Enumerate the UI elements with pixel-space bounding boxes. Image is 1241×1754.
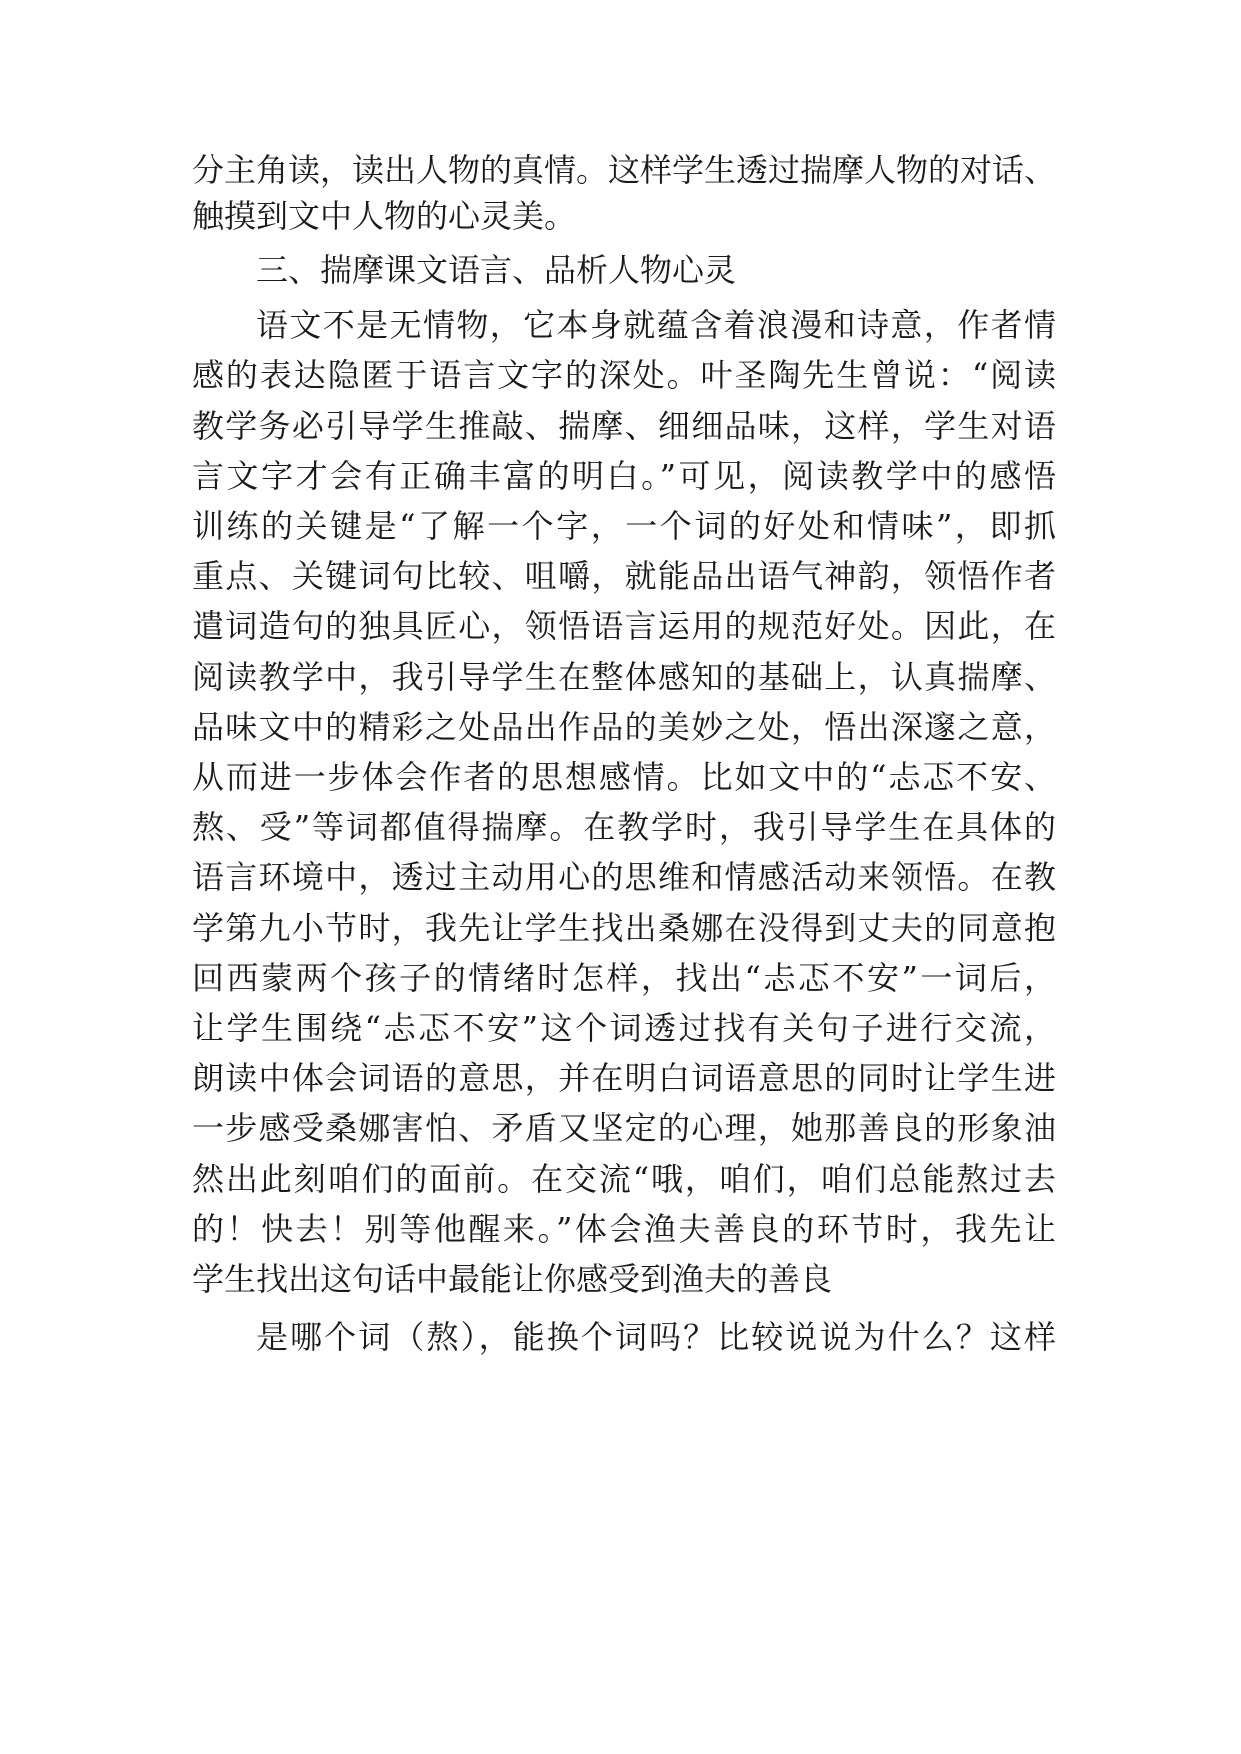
text-line: 训练的关键是“了解一个字，一个词的好处和情味”，即抓	[192, 507, 1056, 545]
text-line: 遣词造句的独具匠心，领悟语言运用的规范好处。因此，在	[192, 607, 1056, 645]
text-line: 品味文中的精彩之处品出作品的美妙之处，悟出深邃之意，	[192, 708, 1056, 746]
text-line: 朗读中体会词语的意思，并在明白词语意思的同时让学生进	[192, 1059, 1056, 1097]
text-line: 触摸到文中人物的心灵美。	[192, 197, 577, 235]
text-line: 的！快去！别等他醒来。”体会渔夫善良的环节时，我先让	[192, 1210, 1056, 1248]
text-line: 言文字才会有正确丰富的明白。”可见，阅读教学中的感悟	[192, 457, 1056, 495]
text-line: 然出此刻咱们的面前。在交流“哦，咱们，咱们总能熬过去	[192, 1160, 1056, 1198]
text-line: 是哪个词（熬），能换个词吗？比较说说为什么？这样	[256, 1318, 1056, 1356]
text-line: 熬、受”等词都值得揣摩。在教学时，我引导学生在具体的	[192, 808, 1056, 846]
text-line: 回西蒙两个孩子的情绪时怎样，找出“忐忑不安”一词后，	[192, 959, 1056, 997]
text-line: 重点、关键词句比较、咀嚼，就能品出语气神韵，领悟作者	[192, 557, 1056, 595]
text-line: 分主角读，读出人物的真情。这样学生透过揣摩人物的对话、	[192, 151, 1057, 189]
text-line: 感的表达隐匿于语言文字的深处。叶圣陶先生曾说：“阅读	[192, 356, 1056, 394]
text-line: 学生找出这句话中最能让你感受到渔夫的善良	[192, 1260, 833, 1298]
text-line: 从而进一步体会作者的思想感情。比如文中的“忐忑不安、	[192, 758, 1056, 796]
text-line: 教学务必引导学生推敲、揣摩、细细品味，这样，学生对语	[192, 407, 1056, 445]
text-line: 学第九小节时，我先让学生找出桑娜在没得到丈夫的同意抱	[192, 909, 1056, 947]
section-heading: 三、揣摩课文语言、品析人物心灵	[256, 251, 737, 289]
text-line: 一步感受桑娜害怕、矛盾又坚定的心理，她那善良的形象油	[192, 1109, 1056, 1147]
text-line: 语文不是无情物，它本身就蕴含着浪漫和诗意，作者情	[256, 306, 1056, 344]
text-line: 阅读教学中，我引导学生在整体感知的基础上，认真揣摩、	[192, 658, 1056, 696]
text-line: 语言环境中，透过主动用心的思维和情感活动来领悟。在教	[192, 858, 1056, 896]
text-line: 让学生围绕“忐忑不安”这个词透过找有关句子进行交流，	[192, 1009, 1056, 1047]
